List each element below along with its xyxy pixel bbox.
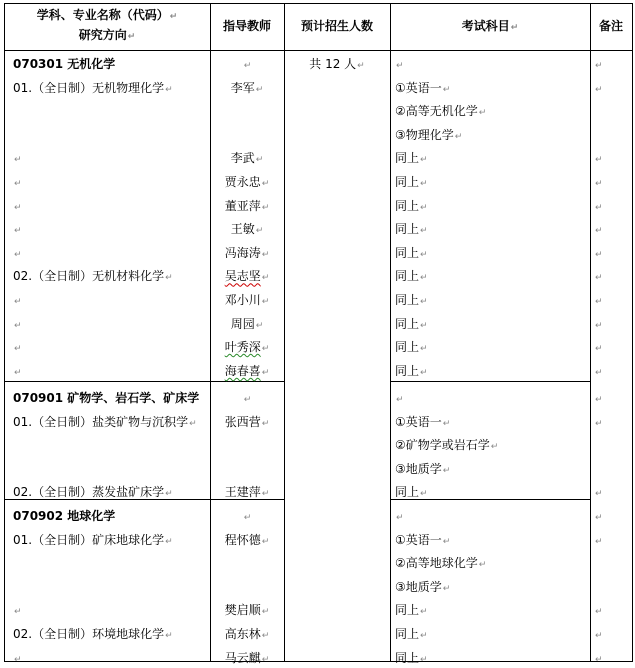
header-direction: 研究方向↵ — [78, 28, 136, 42]
column-divider — [590, 3, 591, 662]
remark-cell-empty: ↵ — [595, 489, 603, 500]
exam-subject: ①英语一↵ — [395, 80, 451, 95]
header-exam-subjects: 考试科目↵ — [461, 19, 519, 33]
exam-subject: 同上↵ — [395, 627, 428, 641]
subject-cell-empty: ↵ — [396, 61, 404, 71]
teacher-name: 李军↵ — [230, 80, 264, 95]
direction-cell: ↵ — [14, 344, 22, 355]
remark-cell-empty: ↵ — [595, 297, 603, 307]
direction-cell: ↵ — [14, 320, 22, 331]
remark-cell-empty: ↵ — [595, 367, 603, 378]
header-remarks: 备注 — [598, 19, 623, 33]
direction-cell: 01.（全日制）盐类矿物与沉积学↵ — [13, 414, 197, 429]
table-border-left — [4, 3, 5, 662]
exam-subject: ②高等无机化学↵ — [395, 104, 487, 119]
header-teacher: 指导教师 — [222, 19, 271, 33]
direction-cell: ↵ — [14, 249, 22, 260]
remark-cell-empty: ↵ — [595, 320, 603, 331]
column-divider — [284, 3, 285, 662]
direction-cell: 02.（全日制）蒸发盐矿床学↵ — [13, 485, 173, 500]
exam-subject: 同上↵ — [395, 175, 428, 189]
subject-cell-empty: ↵ — [396, 513, 404, 523]
header-divider — [4, 50, 633, 51]
teacher-name: 王敏↵ — [230, 222, 264, 237]
exam-subject: 同上↵ — [395, 340, 428, 355]
teacher-name: 冯海涛↵ — [224, 245, 270, 260]
remark-cell-empty: ↵ — [595, 395, 603, 405]
direction-cell: ↵ — [14, 367, 22, 378]
exam-subject: 同上↵ — [395, 269, 428, 284]
section-divider — [390, 381, 591, 382]
remark-cell-empty: ↵ — [595, 418, 603, 429]
teacher-name: 马云麒↵ — [224, 650, 270, 665]
teacher-cell-empty: ↵ — [243, 395, 252, 405]
column-divider — [390, 3, 391, 662]
teacher-name: 吴志坚↵ — [224, 269, 270, 284]
section-title: 070301 无机化学 — [13, 57, 116, 71]
teacher-cell-empty: ↵ — [243, 61, 252, 71]
teacher-name: 董亚萍↵ — [224, 198, 270, 213]
admission-table — [4, 3, 633, 665]
exam-subject: 同上↵ — [395, 245, 428, 260]
remark-cell-empty: ↵ — [595, 513, 603, 523]
enrollment-count: 共 12 人↵ — [309, 57, 365, 71]
remark-cell-empty: ↵ — [595, 344, 603, 355]
exam-subject: 同上↵ — [395, 293, 428, 307]
remark-cell-empty: ↵ — [595, 155, 603, 166]
teacher-name: 张西营↵ — [224, 414, 270, 429]
direction-cell: ↵ — [14, 297, 22, 307]
exam-subject: 同上↵ — [395, 222, 428, 237]
header-enrollment: 预计招生人数 — [300, 19, 373, 33]
exam-subject: ③地质学↵ — [395, 579, 451, 594]
exam-subject: ①英语一↵ — [395, 414, 451, 429]
exam-subject: 同上↵ — [395, 363, 428, 378]
remark-cell-empty: ↵ — [595, 84, 603, 95]
remark-cell-empty: ↵ — [595, 607, 603, 618]
section-title: 070902 地球化学 — [13, 509, 116, 523]
remark-cell-empty: ↵ — [595, 249, 603, 260]
exam-subject: ②矿物学或岩石学↵ — [395, 438, 499, 453]
direction-cell: 01.（全日制）无机物理化学↵ — [13, 80, 173, 95]
exam-subject: 同上↵ — [395, 198, 428, 213]
teacher-name: 邓小川↵ — [224, 293, 270, 307]
direction-cell: ↵ — [14, 654, 22, 665]
remark-cell-empty: ↵ — [595, 654, 603, 665]
teacher-name: 李武↵ — [230, 151, 264, 166]
exam-subject: ③地质学↵ — [395, 461, 451, 476]
exam-subject: ②高等地球化学↵ — [395, 556, 487, 571]
direction-cell: 01.（全日制）矿床地球化学↵ — [13, 532, 173, 547]
teacher-name: 海春喜↵ — [224, 363, 270, 378]
exam-subject: 同上↵ — [395, 316, 428, 331]
remark-cell-empty: ↵ — [595, 273, 603, 284]
remark-cell-empty: ↵ — [595, 536, 603, 547]
table-border-top — [4, 3, 633, 4]
remark-cell-empty: ↵ — [595, 631, 603, 641]
remark-cell-empty: ↵ — [595, 179, 603, 189]
teacher-cell-empty: ↵ — [243, 513, 252, 523]
exam-subject: 同上↵ — [395, 151, 428, 166]
exam-subject: 同上↵ — [395, 485, 428, 500]
remark-cell-empty: ↵ — [595, 61, 603, 71]
direction-cell: ↵ — [14, 226, 22, 237]
teacher-name: 叶秀深↵ — [224, 340, 270, 355]
exam-subject: 同上↵ — [395, 603, 428, 618]
direction-cell: ↵ — [14, 202, 22, 213]
table-border-right — [632, 3, 633, 662]
exam-subject: ③物理化学↵ — [395, 127, 463, 142]
exam-subject: ①英语一↵ — [395, 532, 451, 547]
remark-cell-empty: ↵ — [595, 202, 603, 213]
teacher-name: 高东林↵ — [224, 627, 270, 641]
teacher-name: 王建萍↵ — [224, 485, 270, 500]
direction-cell: 02.（全日制）环境地球化学↵ — [13, 627, 173, 641]
remark-cell-empty: ↵ — [595, 226, 603, 237]
direction-cell: 02.（全日制）无机材料化学↵ — [13, 269, 173, 284]
section-title: 070901 矿物学、岩石学、矿床学 — [13, 391, 200, 405]
teacher-name: 贾永忠↵ — [224, 175, 270, 189]
teacher-name: 樊启顺↵ — [224, 603, 270, 618]
exam-subject: 同上↵ — [395, 650, 428, 665]
teacher-name: 周园↵ — [230, 316, 264, 331]
header-subject: 学科、专业名称（代码）↵ — [36, 8, 178, 22]
direction-cell: ↵ — [14, 607, 22, 618]
section-divider — [4, 381, 285, 382]
teacher-name: 程怀德↵ — [224, 532, 270, 547]
table-border-bottom — [4, 661, 633, 662]
subject-cell-empty: ↵ — [396, 395, 404, 405]
direction-cell: ↵ — [14, 179, 22, 189]
direction-cell: ↵ — [14, 155, 22, 166]
